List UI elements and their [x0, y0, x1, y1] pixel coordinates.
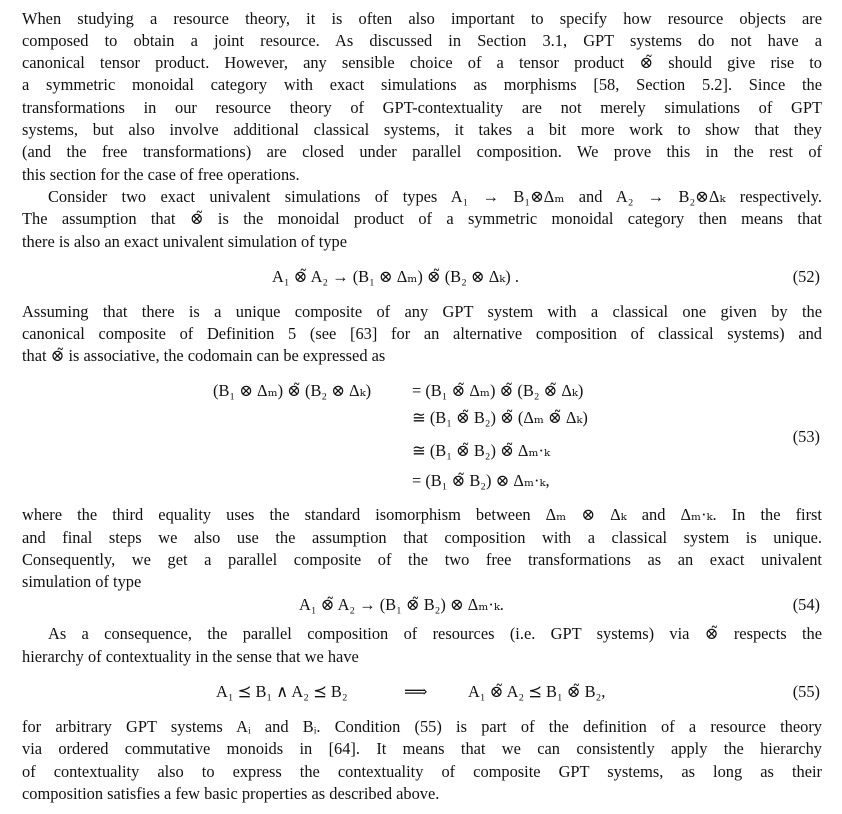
- text-line: As a consequence, the parallel composition of resources (i.e. GPT systems) via ⊗̃ respects the: [48, 624, 822, 643]
- text-line: composed to obtain a joint resource. As discussed in Section 3.1, GPT systems do not have a: [22, 31, 822, 50]
- text-line: (and the free transformations) are closed under parallel composition. We prove this in the rest of: [22, 142, 822, 161]
- text-line: Consequently, we get a parallel composite of the two free transformations as an exact univalent: [22, 550, 822, 569]
- equation-body: A₁ ⊗̃ A₂ → (B₁ ⊗ Δₘ) ⊗̃ (B₂ ⊗ Δₖ) .: [272, 267, 519, 286]
- equation-number: (53): [792, 427, 820, 446]
- equation-row: ≅ (B₁ ⊗̃ B₂) ⊗̃ Δₘ·ₖ: [412, 441, 550, 460]
- equation-row: ≅ (B₁ ⊗̃ B₂) ⊗̃ (Δₘ ⊗̃ Δₖ): [412, 408, 588, 427]
- equation-lhs: (B₁ ⊗ Δₘ) ⊗̃ (B₂ ⊗ Δₖ): [213, 381, 372, 400]
- text-line: there is also an exact univalent simulation of type: [22, 232, 347, 251]
- text-line: composition satisfies a few basic properties as described above.: [22, 784, 440, 803]
- text-line: via ordered commutative monoids in [64]. It means that we can consistently apply the hierarchy: [22, 739, 822, 758]
- text-line: a symmetric monoidal category with exact simulations as morphisms [58, Section 5.2]. Since the: [22, 75, 822, 94]
- implies-symbol: ⟹: [404, 682, 428, 701]
- equation-number: (55): [792, 682, 820, 701]
- text-line: systems, but also involve additional classical systems, it takes a bit more work to show that they: [22, 120, 822, 139]
- equation-row: = (B₁ ⊗̃ Δₘ) ⊗̃ (B₂ ⊗̃ Δₖ): [412, 381, 584, 400]
- text-line: The assumption that ⊗̃ is the monoidal product of a symmetric monoidal category then means that: [22, 209, 822, 228]
- equation-rhs: A₁ ⊗̃ A₂ ⪯ B₁ ⊗̃ B₂,: [468, 682, 606, 701]
- text-line: of contextuality also to express the contextuality of composite GPT systems, as long as their: [22, 762, 822, 781]
- text-line: this section for the case of free operations.: [22, 165, 300, 184]
- text-line: that ⊗̃ is associative, the codomain can be expressed as: [22, 346, 386, 365]
- text-line: hierarchy of contextuality in the sense that we have: [22, 647, 359, 666]
- equation-body: A₁ ⊗̃ A₂ → (B₁ ⊗̃ B₂) ⊗ Δₘ·ₖ.: [299, 595, 504, 614]
- text-line: and final steps we also use the assumption that composition with a classical system is unique.: [22, 528, 822, 547]
- text-line: canonical composite of Definition 5 (see [63] for an alternative composition of classical systems) and: [22, 324, 822, 343]
- text-line: When studying a resource theory, it is often also important to specify how resource objects are: [22, 9, 822, 28]
- text-line: transformations in our resource theory of GPT-contextuality are not merely simulations of GPT: [22, 98, 822, 117]
- equation-number: (52): [792, 267, 820, 286]
- equation-row: = (B₁ ⊗̃ B₂) ⊗ Δₘ·ₖ,: [412, 471, 550, 490]
- equation-number: (54): [792, 595, 820, 614]
- text-line: simulation of type: [22, 572, 142, 591]
- text-line: canonical tensor product. However, any sensible choice of a tensor product ⊗̃ should give rise to: [22, 53, 822, 72]
- equation-lhs: A₁ ⪯ B₁ ∧ A₂ ⪯ B₂: [216, 682, 348, 701]
- text-line: Consider two exact univalent simulations of types A₁ → B₁⊗Δₘ and A₂ → B₂⊗Δₖ respectively.: [48, 187, 822, 206]
- text-line: for arbitrary GPT systems Aᵢ and Bᵢ. Condition (55) is part of the definition of a resource theory: [22, 717, 822, 736]
- text-line: where the third equality uses the standard isomorphism between Δₘ ⊗ Δₖ and Δₘ·ₖ. In the first: [22, 505, 822, 524]
- text-line: Assuming that there is a unique composite of any GPT system with a classical one given by the: [22, 302, 822, 321]
